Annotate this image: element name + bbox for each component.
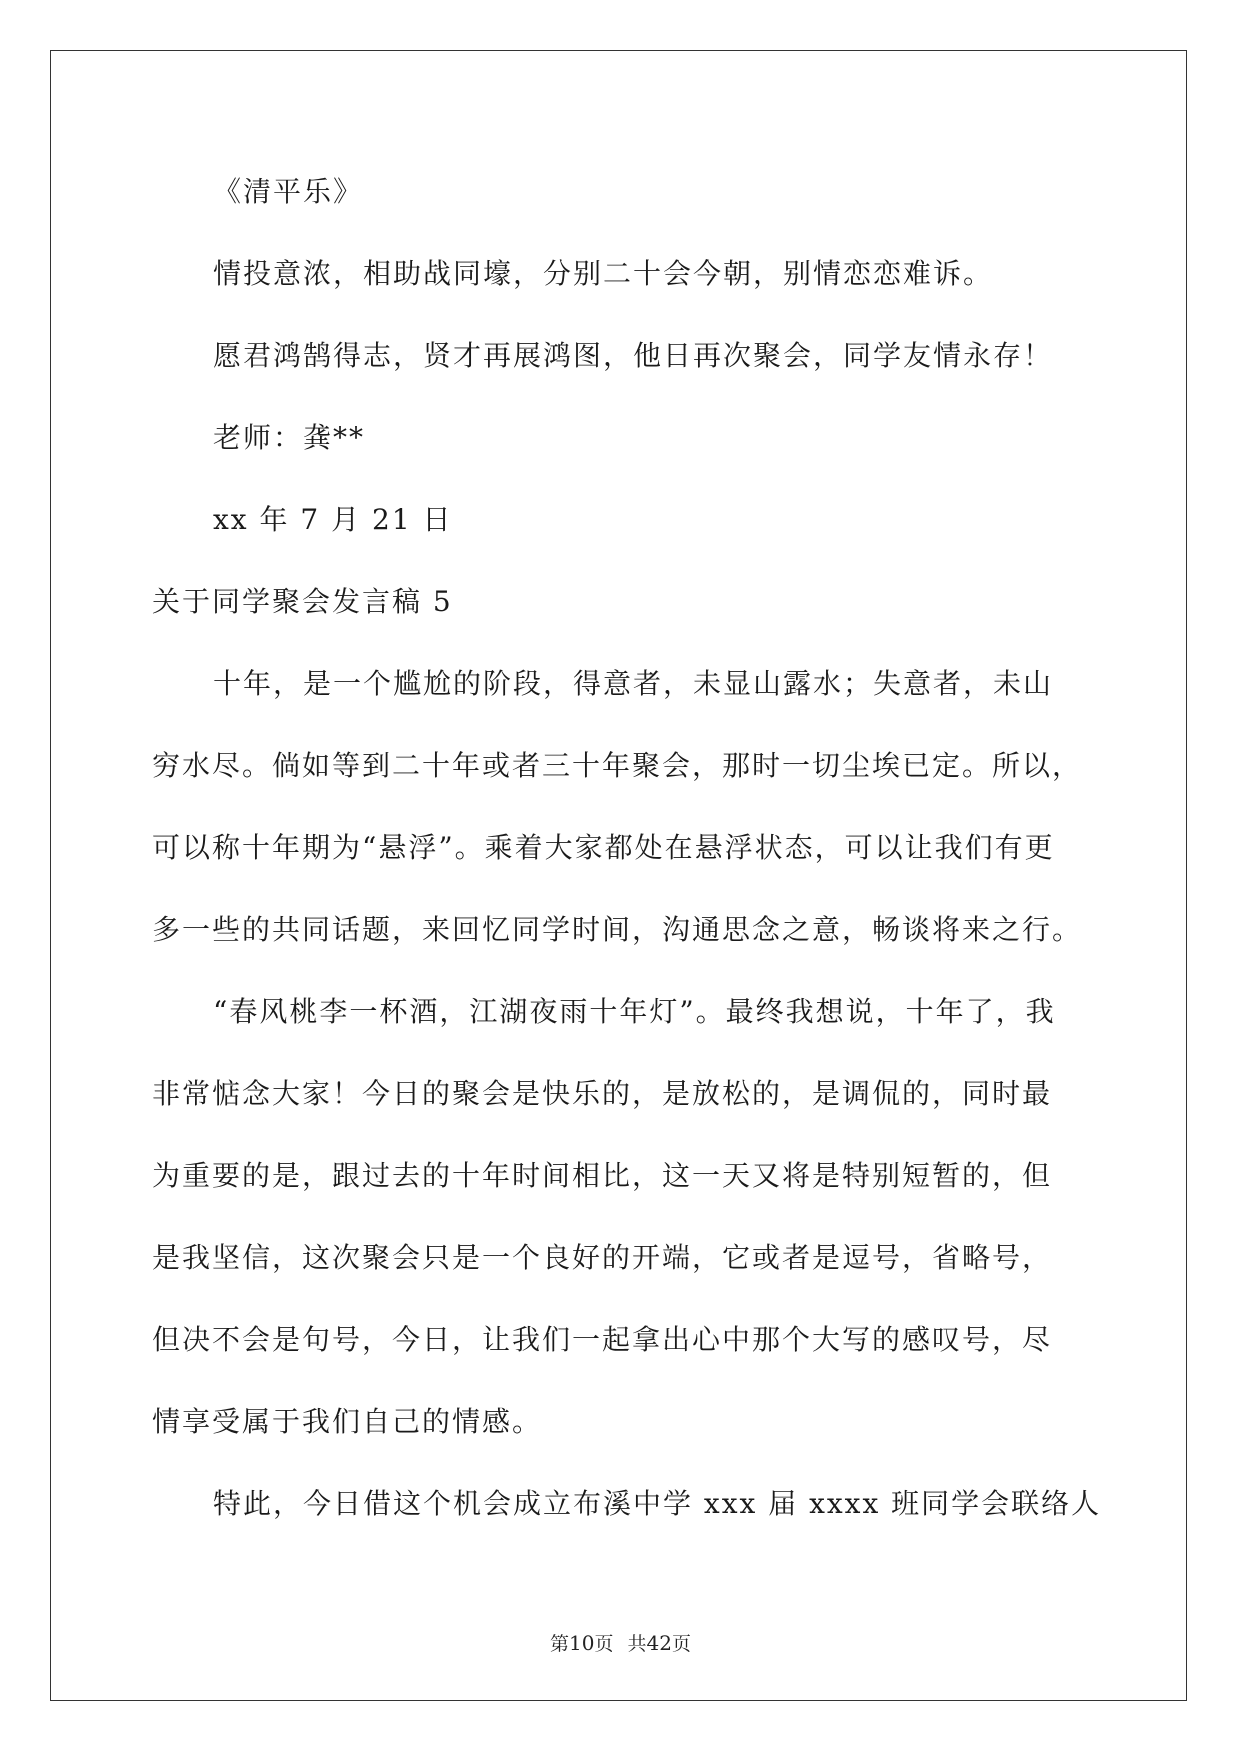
paragraph-line: 是我坚信，这次聚会只是一个良好的开端，它或者是逗号，省略号， xyxy=(152,1241,1053,1274)
paragraph-line: 为重要的是，跟过去的十年时间相比，这一天又将是特别短暂的，但 xyxy=(152,1159,1053,1192)
page-border xyxy=(50,50,1187,1701)
paragraph-line: 特此，今日借这个机会成立布溪中学 xxx 届 xxxx 班同学会联络人 xyxy=(213,1487,1102,1520)
poem-line: 愿君鸿鹄得志，贤才再展鸿图，他日再次聚会，同学友情永存！ xyxy=(213,339,1054,372)
signature-teacher: 老师：龚** xyxy=(213,421,366,454)
poem-title: 《清平乐》 xyxy=(213,175,364,208)
paragraph-line: 穷水尽。倘如等到二十年或者三十年聚会，那时一切尘埃已定。所以， xyxy=(152,749,1083,782)
section-heading: 关于同学聚会发言稿 5 xyxy=(152,585,453,618)
page-prefix: 第 xyxy=(550,1633,570,1655)
signature-date: xx 年 7 月 21 日 xyxy=(213,503,453,536)
paragraph-line: 非常惦念大家！今日的聚会是快乐的，是放松的，是调侃的，同时最 xyxy=(152,1077,1053,1110)
page-footer xyxy=(0,1631,1241,1656)
paragraph-line: 十年，是一个尴尬的阶段，得意者，未显山露水；失意者，未山 xyxy=(213,667,1054,700)
paragraph-line: “春风桃李一杯酒，江湖夜雨十年灯”。最终我想说，十年了，我 xyxy=(213,995,1056,1028)
total-prefix: 共 xyxy=(627,1633,647,1655)
paragraph-line: 情享受属于我们自己的情感。 xyxy=(152,1405,543,1438)
paragraph-line: 多一些的共同话题，来回忆同学时间，沟通思念之意，畅谈将来之行。 xyxy=(152,913,1083,946)
total-pages: 42 xyxy=(646,1631,672,1655)
paragraph-line: 但决不会是句号，今日，让我们一起拿出心中那个大写的感叹号，尽 xyxy=(152,1323,1053,1356)
page-suffix: 页 xyxy=(594,1633,614,1655)
page-number: 10 xyxy=(569,1631,595,1655)
total-suffix: 页 xyxy=(671,1633,691,1655)
paragraph-line: 可以称十年期为“悬浮”。乘着大家都处在悬浮状态，可以让我们有更 xyxy=(152,831,1055,864)
poem-line: 情投意浓，相助战同壕，分别二十会今朝，别情恋恋难诉。 xyxy=(213,257,994,290)
